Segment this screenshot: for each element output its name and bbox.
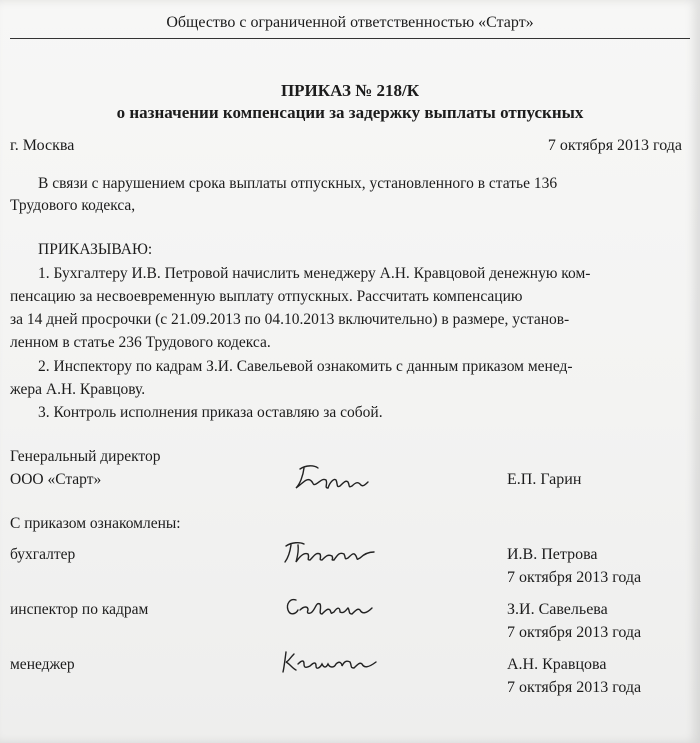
accountant-signature bbox=[282, 538, 378, 568]
header-divider bbox=[10, 38, 690, 39]
body-line: 1. Бухгалтеру И.В. Петровой начислить менеджеру А.Н. Кравцовой денежную ком- bbox=[38, 265, 591, 282]
hr-inspector-signature bbox=[282, 592, 378, 622]
organization-name: Общество с ограниченной ответственностью «Старт» bbox=[166, 14, 534, 31]
acquainted-position: менеджер bbox=[10, 656, 75, 673]
acquainted-date: 7 октября 2013 года bbox=[507, 569, 642, 586]
body-line: 3. Контроль исполнения приказа оставляю за собой. bbox=[38, 404, 383, 421]
body-line: жера А.Н. Кравцову. bbox=[10, 381, 146, 398]
acquainted-position: бухгалтер bbox=[10, 546, 76, 563]
director-signature bbox=[292, 460, 372, 494]
acquainted-date: 7 октября 2013 года bbox=[507, 679, 642, 696]
order-word: ПРИКАЗЫВАЮ: bbox=[38, 241, 153, 258]
order-date: 7 октября 2013 года bbox=[547, 137, 682, 154]
order-city: г. Москва bbox=[10, 137, 75, 154]
preamble-line: В связи с нарушением срока выплаты отпускных, установленного в статье 136 bbox=[38, 175, 558, 192]
director-company: ООО «Старт» bbox=[10, 471, 102, 488]
acquainted-heading: С приказом ознакомлены: bbox=[10, 515, 181, 532]
order-number: ПРИКАЗ № 218/К bbox=[280, 81, 420, 100]
acquainted-date: 7 октября 2013 года bbox=[507, 624, 642, 641]
acquainted-position: инспектор по кадрам bbox=[10, 601, 149, 618]
body-line: 2. Инспектору по кадрам З.И. Савельевой ознакомить с данным приказом менед- bbox=[38, 358, 573, 375]
acquainted-name: И.В. Петрова bbox=[507, 546, 598, 563]
director-title: Генеральный директор bbox=[10, 448, 161, 465]
director-name: Е.П. Гарин bbox=[507, 471, 582, 488]
acquainted-name: З.И. Савельева bbox=[507, 601, 608, 618]
order-subject: о назначении компенсации за задержку выплаты отпускных bbox=[116, 103, 584, 122]
body-line: ленном в статье 236 Трудового кодекса. bbox=[10, 334, 271, 351]
body-line: пенсацию за несвоевременную выплату отпускных. Рассчитать компенсацию bbox=[10, 288, 523, 305]
manager-signature bbox=[280, 646, 380, 678]
acquainted-name: А.Н. Кравцова bbox=[507, 656, 607, 673]
body-line: за 14 дней просрочки (с 21.09.2013 по 04.10.2013 включительно) в размере, установ- bbox=[10, 311, 570, 328]
preamble-line: Трудового кодекса, bbox=[10, 197, 136, 214]
